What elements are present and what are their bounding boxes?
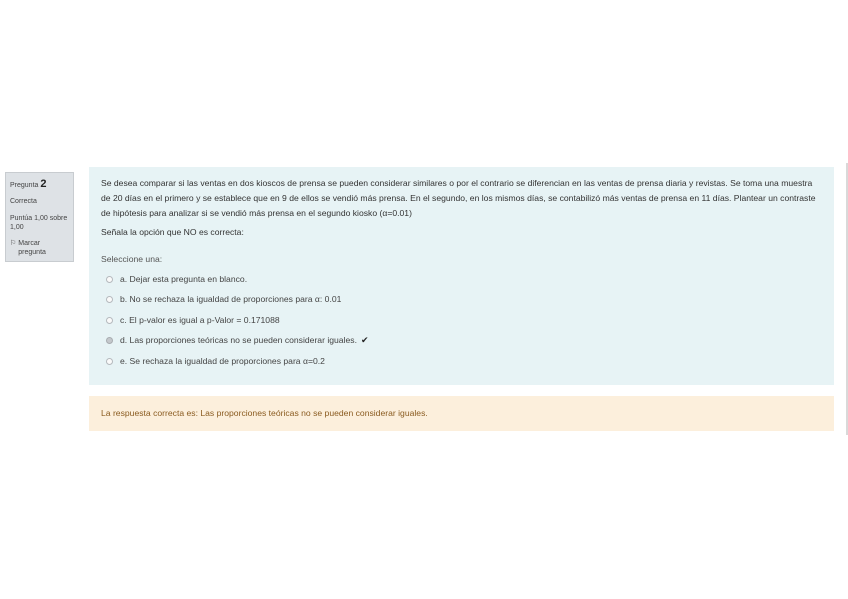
- question-text: Se desea comparar si las ventas en dos kioscos de prensa se pueden considerar similares o por el contrario se diferencian en las ventas de prensa diaria y revistas. Se toma una muestra de 20 días en el primero y se establece que en 9 de ellos se vendió más prensa. En el segundo, en los mismos días, se contabilizó más ventas de prensa en 11 días. Plantear un contraste de hipótesis para analizar si se vendió más prensa en el segundo kiosko (α=0.01): [101, 178, 816, 218]
- answer-option-label: c. El p-valor es igual a p-Valor = 0.171088: [120, 314, 280, 325]
- correct-answer-feedback: La respuesta correcta es: Las proporciones teóricas no se pueden considerar iguales.: [89, 396, 834, 431]
- answer-option-label: a. Dejar esta pregunta en blanco.: [120, 273, 248, 284]
- question-formulation: [89, 167, 834, 385]
- radio-button[interactable]: [106, 317, 113, 324]
- question-number: 2: [40, 178, 47, 190]
- answer-option-label: b. No se rechaza la igualdad de proporciones para α: 0.01: [120, 294, 342, 305]
- flag-icon: ⚐: [10, 239, 17, 247]
- flag-question-link[interactable]: [10, 239, 69, 257]
- answer-option-label: d. Las proporciones teóricas no se pueden considerar iguales.: [120, 335, 357, 346]
- check-icon: ✔: [360, 335, 369, 346]
- answer-option-b[interactable]: [101, 290, 822, 311]
- question-label: Pregunta: [10, 182, 39, 189]
- radio-button[interactable]: [106, 276, 113, 283]
- answer-option-e[interactable]: [101, 351, 822, 372]
- answer-option-label: e. Se rechaza la igualdad de proporciones para α=0.2: [120, 355, 325, 366]
- radio-button-selected[interactable]: [106, 337, 113, 344]
- question-number-line: [10, 177, 69, 191]
- select-one-label: Seleccione una:: [101, 254, 163, 264]
- question-prompt: Señala la opción que NO es correcta:: [101, 227, 244, 237]
- answer-options: [101, 269, 822, 372]
- question-info-panel: [5, 172, 74, 262]
- answer-option-a[interactable]: [101, 269, 822, 290]
- radio-button[interactable]: [106, 358, 113, 365]
- question-state: Correcta: [10, 198, 37, 206]
- answer-option-d[interactable]: [101, 331, 822, 352]
- answer-option-c[interactable]: [101, 310, 822, 331]
- question-grade: Puntúa 1,00 sobre 1,00: [10, 215, 68, 232]
- flag-question-label: Marcar pregunta: [18, 239, 46, 256]
- radio-button[interactable]: [106, 296, 113, 303]
